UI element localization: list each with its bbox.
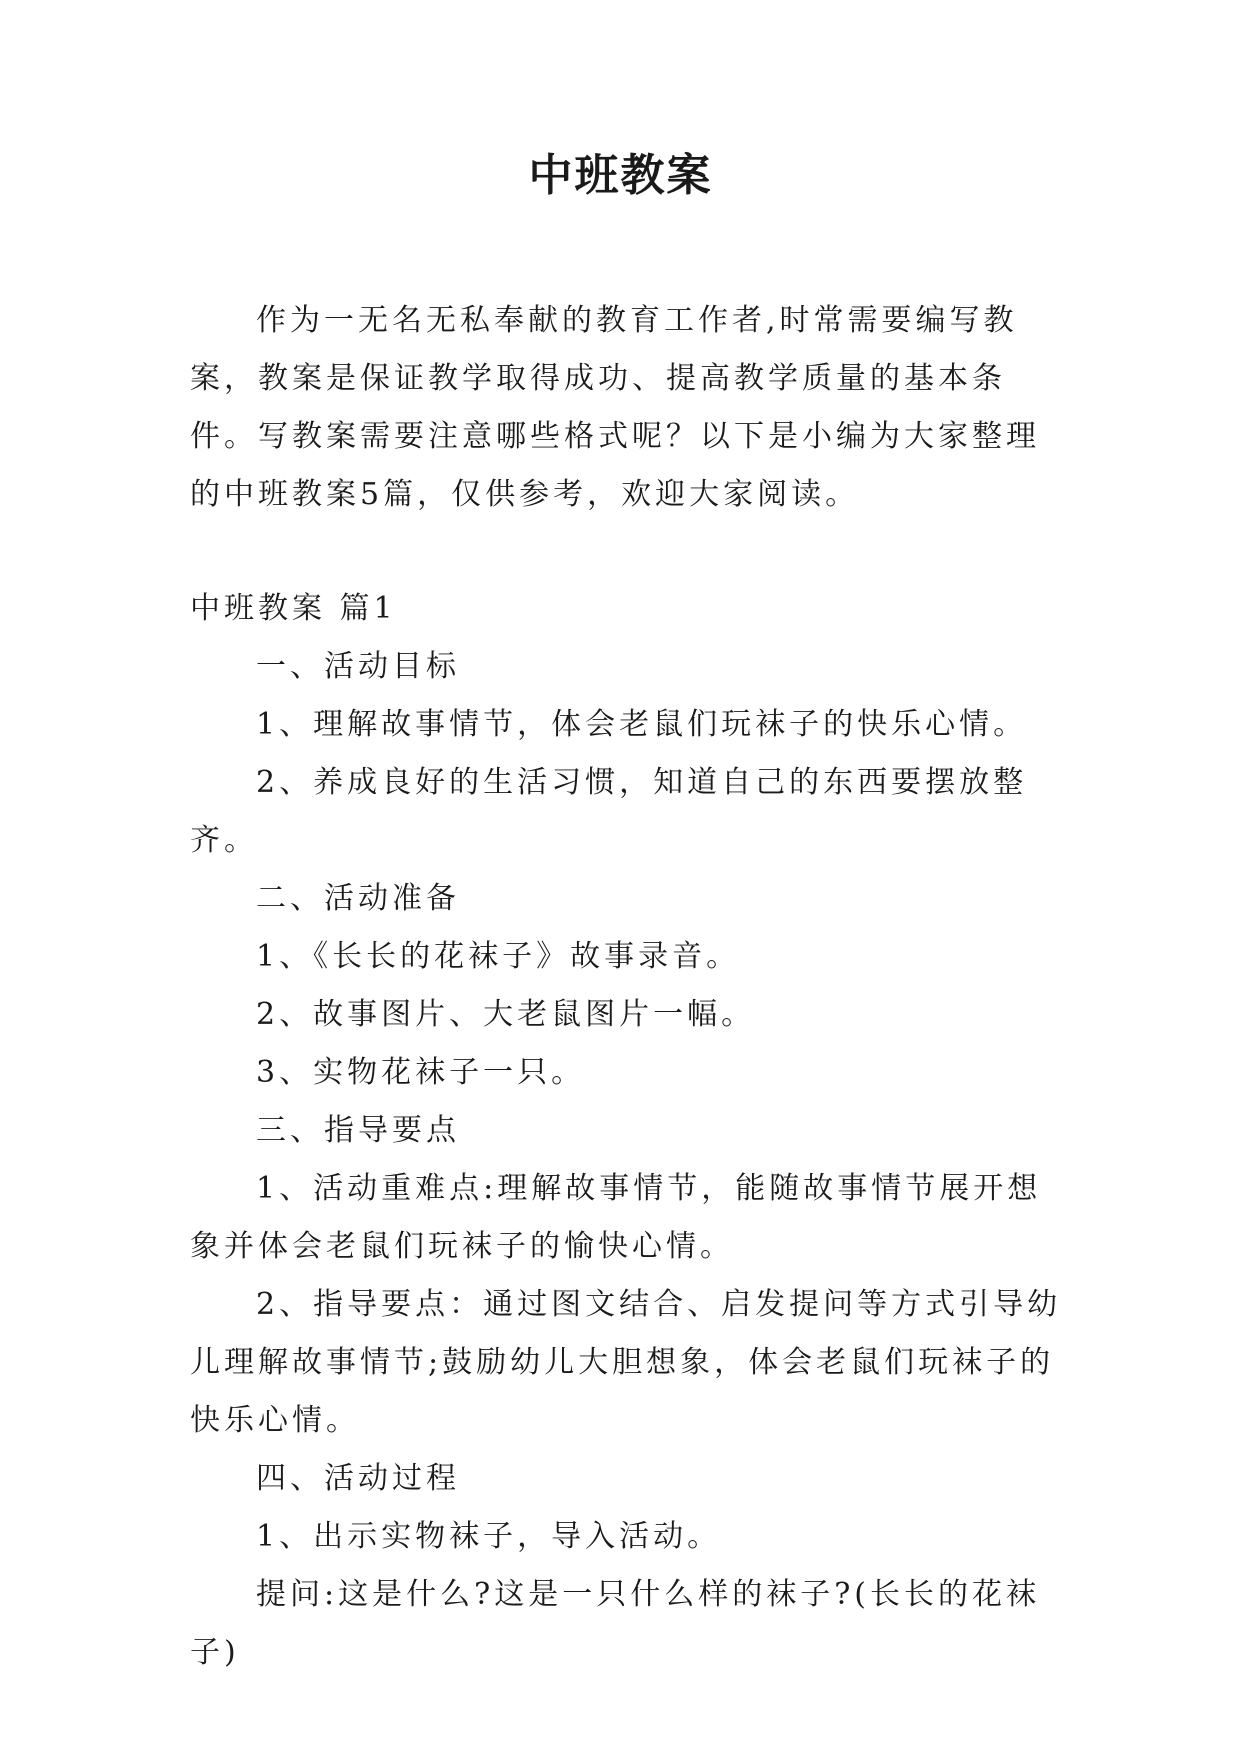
section-heading: 中班教案 篇1 [190,591,397,626]
intro-paragraph: 作为一无名无私奉献的教育工作者,时常需要编写教案，教案是保证教学取得成功、提高教学质量的基本条件。写教案需要注意哪些格式呢？以下是小编为大家整理的中班教案5篇，仅供参考，欢迎大家阅读。 [190,303,1040,512]
goal-item-1: 1、理解故事情节，体会老鼠们玩袜子的快乐心情。 [256,707,1028,742]
preparation-item-2: 2、故事图片、大老鼠图片一幅。 [256,997,756,1032]
preparation-item-3: 3、实物花袜子一只。 [256,1055,586,1090]
lesson-body [190,580,1070,1682]
heading-activity-preparation: 二、活动准备 [256,881,460,916]
goal-item-2: 2、养成良好的生活习惯，知道自己的东西要摆放整齐。 [190,765,1028,858]
guidance-item-1: 1、活动重难点:理解故事情节，能随故事情节展开想象并体会老鼠们玩袜子的愉快心情。 [190,1171,1042,1264]
heading-guidance-points: 三、指导要点 [256,1113,460,1148]
heading-activity-process: 四、活动过程 [256,1461,460,1496]
document-title: 中班教案 [528,150,713,201]
guidance-item-2: 2、指导要点：通过图文结合、启发提问等方式引导幼儿理解故事情节;鼓励幼儿大胆想象，体会老鼠们玩袜子的快乐心情。 [190,1287,1062,1438]
process-question: 提问:这是什么?这是一只什么样的袜子?(长长的花袜子) [190,1577,1040,1670]
heading-activity-goals: 一、活动目标 [256,649,460,684]
preparation-item-1: 1、《长长的花袜子》故事录音。 [256,939,741,974]
process-item-1: 1、出示实物袜子，导入活动。 [256,1519,722,1554]
